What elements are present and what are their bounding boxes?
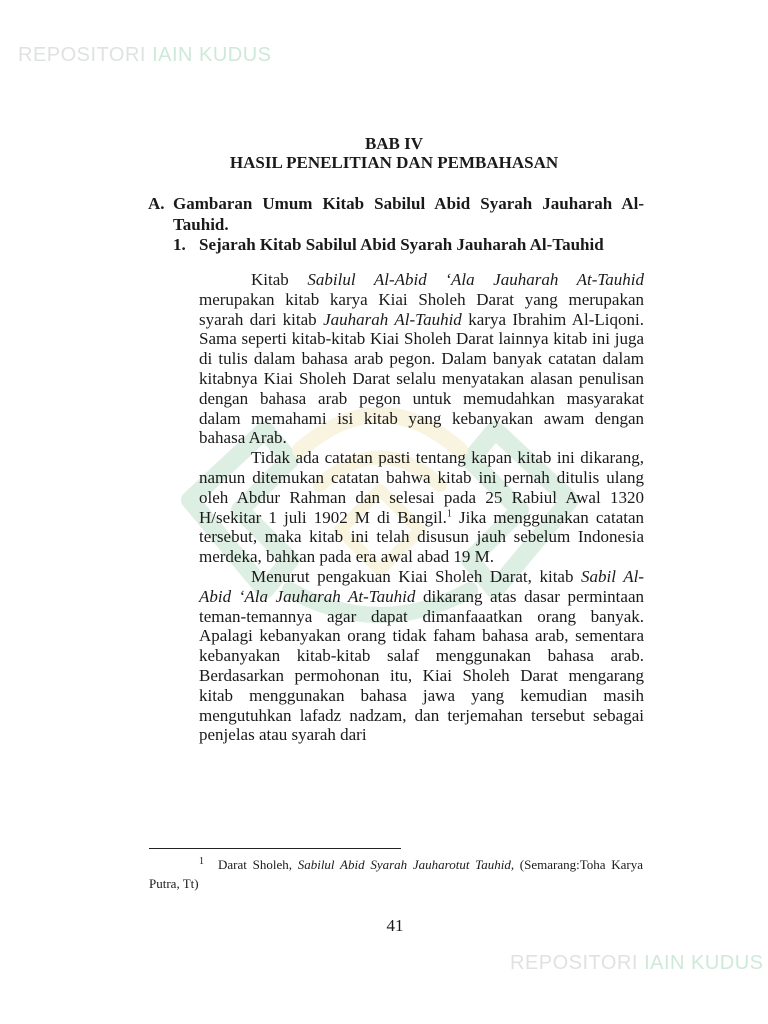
chapter-heading: HASIL PENELITIAN DAN PEMBAHASAN: [229, 153, 559, 172]
subsection-heading: [173, 234, 644, 255]
footnote-publisher: (Semarang:Toha Karya Putra, Tt): [149, 857, 644, 891]
footnote: 1 Darat Sholeh, Sabilul Abid Syarah Jauharotut Tauhid, (Semarang:Toha Karya Putra, Tt): [149, 855, 644, 891]
p3-text-c: dikarang atas dasar permintaan teman-temannya agar dapat dimanfaaatkan orang banyak. Apalagi kebanyakan orang tidak faham bahasa arab, sementara kebanyakan kitab-kitab salaf menggunakan bahasa arab. Berdasarkan permohonan itu, Kiai Sholeh Darat mengarang kitab menggunakan bahasa jawa yang kemudian masih mengutuhkan lafadz nadzam, dan terjemahan tersebut sebagai penjelas atau syarah dari: [199, 586, 644, 745]
subsection-title: Sejarah Kitab Sabilul Abid Syarah Jauharah Al-Tauhid: [199, 235, 604, 254]
p3-text-a: Menurut pengakuan Kiai Sholeh Darat, kitab: [251, 566, 582, 586]
repository-watermark-bottom: [510, 952, 764, 975]
watermark-text-iain-kudus: IAIN KUDUS: [644, 952, 764, 974]
section-label: A.: [148, 194, 165, 213]
p3-book-title: Sabil Al-Abid ‘Ala Jauharah At-Tauhid: [199, 566, 644, 606]
watermark-text-iain-kudus: IAIN KUDUS: [152, 44, 272, 66]
p2-text-b: Jika menggunakan catatan tersebut, maka kitab ini telah disusun jauh sebelum Indonesia merdeka, bahkan pada era awal abad 19 M.: [199, 507, 645, 567]
footnote-author: Darat Sholeh,: [218, 857, 298, 872]
section-title: Gambaran Umum Kitab Sabilul Abid Syarah Jauharah Al-Tauhid.: [173, 194, 644, 234]
page-number: 41: [386, 916, 404, 935]
watermark-text-repositori: REPOSITORI: [18, 44, 146, 66]
section-heading: [148, 193, 644, 235]
p1-text-c: merupakan kitab karya Kiai Sholeh Darat yang merupakan syarah dari kitab: [199, 289, 644, 329]
subsection-label: 1.: [173, 235, 186, 254]
p1-book-title-2: Jauharah Al-Tauhid: [323, 309, 462, 329]
body-text: [199, 270, 644, 745]
p1-text-a: Kitab: [251, 270, 308, 289]
repository-watermark-top: [18, 44, 272, 67]
p1-text-e: karya Ibrahim Al-Liqoni. Sama seperti kitab-kitab Kiai Sholeh Darat lainnya kitab ini juga di tulis dalam bahasa arab pegon. Dalam banyak catatan dalam kitabnya Kiai Sholeh Darat selalu menyatakan alasan penulisan dengan bahasa arab pegon untuk memudahkan masyarakat dalam memahami isi kitab yang kebanyakan awam dengan bahasa Arab.: [199, 309, 644, 448]
chapter-title: BAB IV: [364, 134, 424, 153]
paragraph-2: [199, 448, 644, 567]
p2-text-a: Tidak ada catatan pasti tentang kapan kitab ini dikarang, namun ditemukan catatan bahwa kitab ini pernah ditulis ulang oleh Abdur Rahman dan selesai pada 25 Rabiul Awal 1320 H/sekitar 1 juli 1902 M di Bangil.: [199, 448, 644, 527]
paragraph-1: [199, 270, 644, 448]
watermark-text-repositori: REPOSITORI: [510, 952, 638, 974]
paragraph-3: [199, 567, 644, 745]
footnote-divider: [149, 848, 401, 849]
p1-book-title: Sabilul Al-Abid ‘Ala Jauharah At-Tauhid: [307, 270, 644, 289]
footnote-reference[interactable]: 1: [446, 507, 452, 519]
footnote-book-title: Sabilul Abid Syarah Jauharotut Tauhid,: [297, 857, 515, 872]
